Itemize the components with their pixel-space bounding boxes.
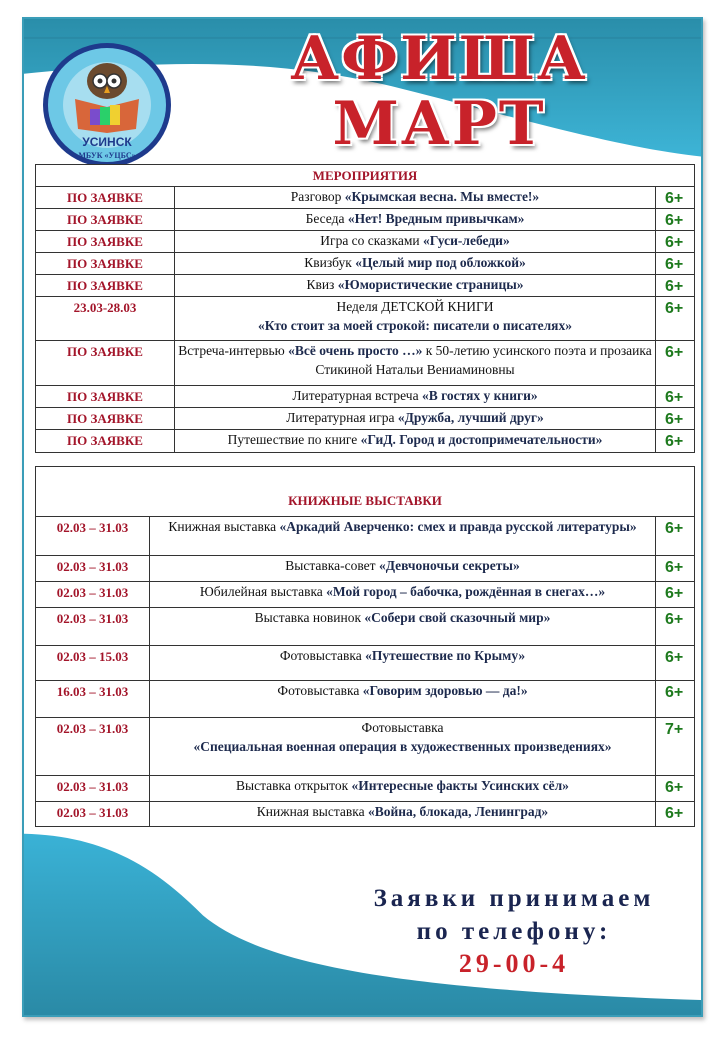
logo-org: МБУК «УЦБС» [78,151,136,160]
row-description [150,776,656,802]
age-rating-badge: 7+ [656,718,695,776]
row-type: Фотовыставка [361,720,444,735]
row-type: Квизбук [304,255,356,270]
row-date: 02.03 – 31.03 [36,718,150,776]
row-date: ПО ЗАЯВКЕ [36,275,175,297]
row-type: Фотовыставка [279,648,366,663]
row-description [150,802,656,827]
row-date: ПО ЗАЯВКЕ [36,209,175,231]
row-description [175,430,656,453]
exhibition-row [36,802,695,827]
row-date: ПО ЗАЯВКЕ [36,187,175,209]
poster-frame [22,17,703,1017]
row-title: «Говорим здоровью — да!» [362,683,528,698]
age-rating-badge: 6+ [656,430,695,453]
age-rating-badge: 6+ [656,386,695,408]
row-title: «Собери свой сказочный мир» [364,610,551,625]
row-title: «Дружба, лучший друг» [397,410,544,425]
row-date: 02.03 – 31.03 [36,608,150,646]
exhibition-row [36,718,695,776]
exhibition-row [36,517,695,556]
row-date: ПО ЗАЯВКЕ [36,408,175,430]
row-title: «Целый мир под обложкой» [355,255,526,270]
row-description [150,681,656,718]
row-title: «Аркадий Аверченко: смех и правда русской литературы» [279,519,637,534]
row-title: «ГиД. Город и достопримечательности» [360,432,603,447]
event-row [36,430,695,453]
row-type: Выставка новинок [254,610,365,625]
row-type: Фотовыставка [277,683,363,698]
row-title: «Нет! Вредным привычкам» [347,211,525,226]
row-type: Выставка открыток [236,778,352,793]
age-rating-badge: 6+ [656,209,695,231]
row-description [175,253,656,275]
row-type: Встреча-интервью [178,343,289,358]
row-description [150,582,656,608]
event-row [36,253,695,275]
events-table [35,164,695,453]
event-row [36,275,695,297]
row-type: Квиз [306,277,338,292]
age-rating-badge: 6+ [656,253,695,275]
age-rating-badge: 6+ [656,275,695,297]
exhibitions-table [35,466,695,827]
row-type: Юбилейная выставка [199,584,327,599]
row-type: Выставка-совет [285,558,379,573]
poster-month: МАРТ [332,89,546,159]
event-row [36,341,695,386]
phone-number: 29-00-4 [458,949,570,978]
row-date: 02.03 – 15.03 [36,646,150,681]
poster-title: АФИША [290,24,588,94]
row-title: «Война, блокада, Ленинград» [367,804,549,819]
row-date: ПО ЗАЯВКЕ [36,341,175,386]
contact-line-2: по телефону: [416,918,612,945]
contact-line-1: Заявки принимаем [373,885,655,912]
row-title: «Кто стоит за моей строкой: писатели о писателях» [258,318,572,333]
age-rating-badge: 6+ [656,802,695,827]
row-description [175,209,656,231]
row-description [150,556,656,582]
age-rating-badge: 6+ [656,517,695,556]
row-description [175,297,656,341]
row-date: 02.03 – 31.03 [36,802,150,827]
event-row [36,231,695,253]
row-description [175,187,656,209]
row-type: Игра со сказками [320,233,423,248]
row-note: к 50-летию усинского поэта и прозаика Стикиной Натальи Вениаминовны [315,343,652,377]
exhibition-row [36,608,695,646]
row-title: «Специальная военная операция в художественных произведениях» [193,739,612,754]
row-description [150,718,656,776]
event-row [36,386,695,408]
row-date: ПО ЗАЯВКЕ [36,430,175,453]
row-type: Литературная игра [286,410,398,425]
age-rating-badge: 6+ [656,231,695,253]
events-heading: МЕРОПРИЯТИЯ [36,165,695,187]
row-description [150,517,656,556]
row-date: 02.03 – 31.03 [36,582,150,608]
row-type: Разговор [290,189,345,204]
age-rating-badge: 6+ [656,341,695,386]
row-type: Книжная выставка [168,519,280,534]
row-date: 02.03 – 31.03 [36,776,150,802]
row-type: Неделя ДЕТСКОЙ КНИГИ [336,299,494,314]
row-date: ПО ЗАЯВКЕ [36,386,175,408]
row-date: 23.03-28.03 [36,297,175,341]
row-description [175,408,656,430]
row-description [175,386,656,408]
age-rating-badge: 6+ [656,297,695,341]
age-rating-badge: 6+ [656,608,695,646]
age-rating-badge: 6+ [656,776,695,802]
row-date: 02.03 – 31.03 [36,517,150,556]
age-rating-badge: 6+ [656,582,695,608]
exhibition-row [36,681,695,718]
row-title: «Путешествие по Крыму» [365,648,526,663]
logo-city: УСИНСК [82,135,132,149]
row-description [150,646,656,681]
exhibition-row [36,776,695,802]
row-title: «Девчоночьи секреты» [378,558,520,573]
row-date: 16.03 – 31.03 [36,681,150,718]
row-type: Беседа [305,211,348,226]
row-title: «Гуси-лебеди» [422,233,510,248]
row-type: Литературная встреча [292,388,422,403]
row-description [175,231,656,253]
row-type: Путешествие по книге [227,432,361,447]
exhibition-row [36,646,695,681]
event-row [36,297,695,341]
exhibition-row [36,582,695,608]
age-rating-badge: 6+ [656,681,695,718]
row-date: ПО ЗАЯВКЕ [36,253,175,275]
age-rating-badge: 6+ [656,187,695,209]
row-title: «В гостях у книги» [421,388,538,403]
row-type: Книжная выставка [256,804,368,819]
row-date: ПО ЗАЯВКЕ [36,231,175,253]
row-title: «Юмористические страницы» [337,277,524,292]
row-description [175,341,656,386]
exhibitions-heading: КНИЖНЫЕ ВЫСТАВКИ [36,467,695,517]
event-row [36,408,695,430]
exhibition-row [36,556,695,582]
event-row [36,187,695,209]
row-date: 02.03 – 31.03 [36,556,150,582]
row-description [175,275,656,297]
row-title: «Мой город – бабочка, рождённая в снегах…» [326,584,606,599]
age-rating-badge: 6+ [656,646,695,681]
event-row [36,209,695,231]
age-rating-badge: 6+ [656,408,695,430]
row-title: «Крымская весна. Мы вместе!» [344,189,540,204]
row-title: «Всё очень просто …» [288,343,423,358]
age-rating-badge: 6+ [656,556,695,582]
row-title: «Интересные факты Усинских сёл» [351,778,569,793]
row-description [150,608,656,646]
